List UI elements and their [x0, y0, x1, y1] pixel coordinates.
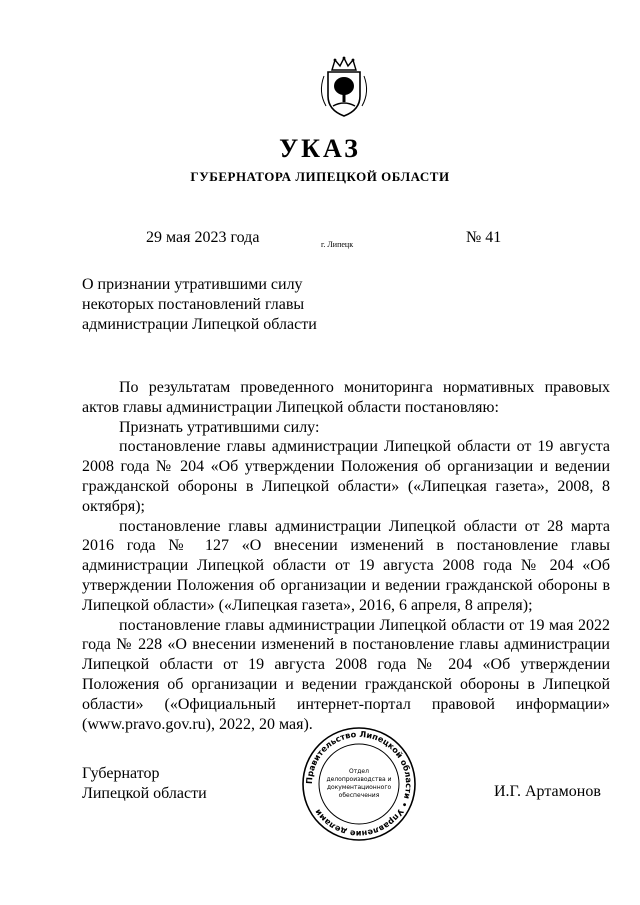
body-paragraph: постановление главы администрации Липецкой области от 19 августа 2008 года № 204 «Об утверждении Положения об организации и ведении гражданской обороны в Липецкой области» («Липецкая газета», 2008, 8 октября);	[82, 438, 610, 515]
heading-line: О признании утратившими силу	[82, 276, 303, 293]
stamp-center-line: Отдел	[349, 768, 369, 775]
stamp-center-line: обеспечения	[338, 792, 380, 799]
document-place: г. Липецк	[321, 240, 354, 249]
document-heading	[82, 275, 322, 335]
document-subtitle: ГУБЕРНАТОРА ЛИПЕЦКОЙ ОБЛАСТИ	[190, 169, 450, 184]
heading-line: администрации Липецкой области	[82, 316, 317, 333]
stamp-center-line: документационного	[326, 784, 392, 791]
position-line: Губернатор	[82, 765, 160, 782]
official-stamp	[300, 725, 418, 843]
body-paragraph: постановление главы администрации Липецкой области от 28 марта 2016 года № 127 «О внесении изменений в постановление главы администрации Липецкой области от 19 августа 2008 года № 204 «Об утверждении Положения об организации и ведении гражданской обороны в Липецкой области» («Липецкая газета», 2016, 6 апреля, 8 апреля);	[82, 517, 610, 614]
body-paragraph: постановление главы администрации Липецкой области от 19 мая 2022 года № 228 «О внесении изменений в постановление главы администрации Липецкой области от 19 августа 2008 года № 204 «Об утверждении Положения об организации и ведении гражданской обороны в Липецкой области» («Официальный интернет-портал правовой информации» (www.pravo.gov.ru), 2022, 20 мая).	[82, 616, 610, 733]
body-paragraph: По результатам проведенного мониторинга нормативных правовых актов главы администрации Липецкой области постановляю:	[82, 379, 610, 416]
heading-line: некоторых постановлений главы	[82, 296, 305, 313]
signatory-position	[82, 764, 207, 804]
document-number: № 41	[466, 229, 502, 246]
body-paragraph: Признать утратившими силу:	[119, 418, 320, 436]
stamp-ring-text: Правительство Липецкой области • Управление делами	[303, 728, 415, 840]
document-body	[82, 378, 610, 734]
document-date: 29 мая 2023 года	[146, 229, 260, 246]
signatory-name: И.Г. Артамонов	[494, 783, 601, 800]
coat-of-arms-icon	[316, 56, 372, 120]
document-title: УКАЗ	[279, 134, 361, 163]
position-line: Липецкой области	[82, 785, 207, 802]
stamp-center-line: делопроизводства и	[326, 776, 392, 783]
